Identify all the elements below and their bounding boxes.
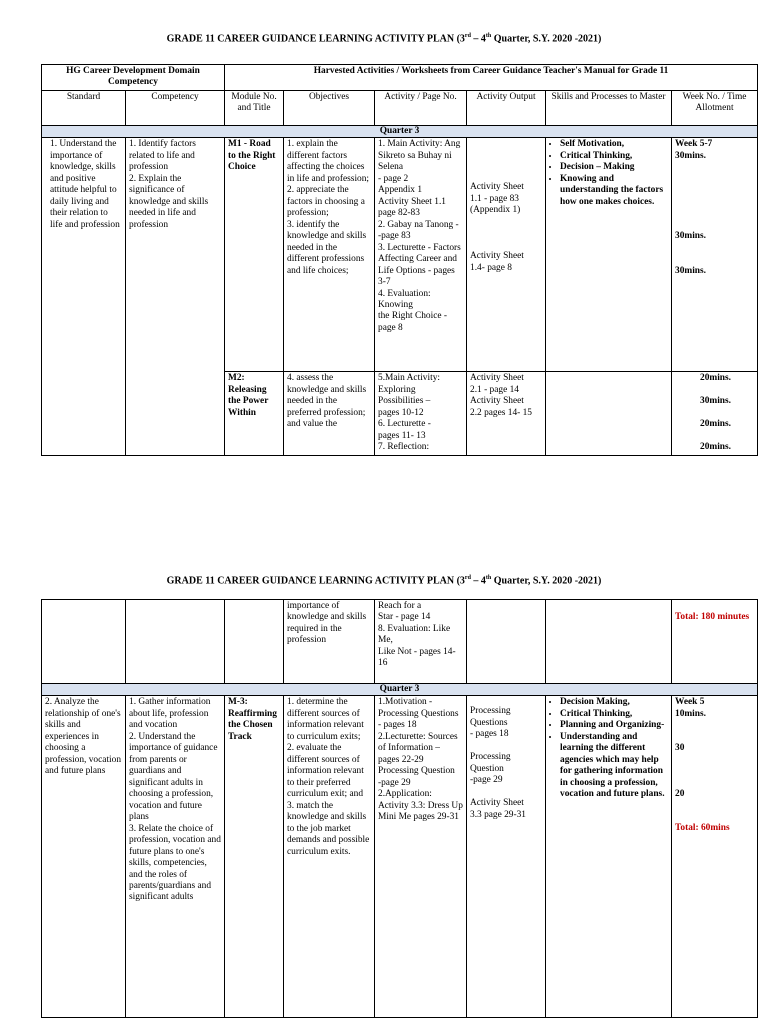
output-cell: Activity Sheet 1.1 - page 83 (Appendix 1) Activity Sheet 1.4- page 8 (467, 138, 546, 372)
skills-cell (546, 600, 672, 684)
output-cell (467, 600, 546, 684)
objectives-header: Objectives (284, 90, 375, 125)
page-title-1: GRADE 11 CAREER GUIDANCE LEARNING ACTIVITY PLAN (3rd – 4th Quarter, S.Y. 2020 -2021) (166, 33, 602, 45)
table-row (42, 600, 758, 684)
activity-cell: 5.Main Activity: Exploring Possibilities – pages 10-12 6. Lecturette - pages 11- 13 7. Reflection: (375, 372, 467, 455)
activity-plan-table-2 (41, 599, 758, 1018)
objectives-cell: importance of knowledge and skills required in the profession (284, 600, 375, 684)
list-item: • Understanding and learning the different agencies which may help for gathering information in choosing a profession, vocation and future plans. (560, 732, 668, 801)
skills-cell (546, 138, 672, 372)
module-header: Module No. and Title (225, 90, 284, 125)
table-row (42, 138, 758, 372)
list-item: • Decision Making, (560, 697, 668, 708)
module-cell: M1 - Road to the Right Choice (225, 138, 284, 372)
skills-header: Skills and Processes to Master (546, 90, 672, 125)
page-title-2: GRADE 11 CAREER GUIDANCE LEARNING ACTIVITY PLAN (3rd – 4th Quarter, S.Y. 2020 -2021) (166, 575, 602, 587)
week-total: Total: 60mins (675, 822, 730, 833)
output-cell: Activity Sheet 2.1 - page 14 Activity Sheet 2.2 pages 14- 15 (467, 372, 546, 455)
list-item: • Self Motivation, (560, 139, 668, 150)
output-cell: Processing Questions - pages 18 Processing Question -page 29 Activity Sheet 3.3 page 29-31 (467, 696, 546, 1018)
list-item: • Knowing and understanding the factors how one makes choices. (560, 174, 668, 208)
activity-header: Activity / Page No. (375, 90, 467, 125)
list-item: • Planning and Organizing- (560, 720, 668, 731)
activity-cell: 1.Motivation - Processing Questions - pages 18 2.Lecturette: Sources of Information – pages 22-29 Processing Question -page 29 2.Application: Activity 3.3: Dress Up Mini Me pages 29-31 (375, 696, 467, 1018)
module-cell (225, 600, 284, 684)
activity-cell: Reach for a Star - page 14 8. Evaluation: Like Me, Like Not - pages 14- 16 (375, 600, 467, 684)
domain-header: HG Career Development Domain Competency (42, 65, 225, 91)
standard-cell: 2. Analyze the relationship of one's skills and experiences in choosing a profession, vocation and future plans (42, 696, 126, 1018)
week-cell: Week 5 10mins. 30 20 Total: 60mins (672, 696, 758, 1018)
week-cell: 20mins. 30mins. 20mins. 20mins. (672, 372, 758, 455)
week-header: Week No. / Time Allotment (672, 90, 758, 125)
objectives-cell: 1. determine the different sources of information relevant to curriculum exits; 2. evaluate the different sources of information relevant to their preferred curriculum exit; and 3. match the knowledge and skills to the job market demands and possible curriculum exits. (284, 696, 375, 1018)
list-item: • Critical Thinking, (560, 709, 668, 720)
week-cell: Week 5-7 30mins. 30mins. 30mins. (672, 138, 758, 372)
activity-plan-table-1 (41, 64, 758, 456)
quarter-label: Quarter 3 (42, 125, 758, 137)
harvested-header: Harvested Activities / Worksheets from Career Guidance Teacher's Manual for Grade 11 (225, 65, 758, 91)
activity-cell: 1. Main Activity: Ang Sikreto sa Buhay ni Selena - page 2 Appendix 1 Activity Sheet 1.1 page 82-83 2. Gabay na Tanong - -page 83 3. Lecturette - Factors Affecting Career and Life Options - pages 3-7 4. Evaluation: Knowing the Right Choice - page 8 (375, 138, 467, 372)
standard-cell: 1. Understand the importance of knowledge, skills and positive attitude helpful to daily living and their relation to life and profession (42, 138, 126, 455)
output-header: Activity Output (467, 90, 546, 125)
skills-list (549, 697, 668, 800)
list-item: • Critical Thinking, (560, 151, 668, 162)
skills-cell (546, 696, 672, 1018)
table-row (42, 696, 758, 1018)
objectives-cell: 4. assess the knowledge and skills needed in the preferred profession; and value the (284, 372, 375, 455)
list-item: • Decision – Making (560, 162, 668, 173)
standard-cell (42, 600, 126, 684)
module-cell: M-3: Reaffirming the Chosen Track (225, 696, 284, 1018)
competency-cell: 1. Gather information about life, profession and vocation 2. Understand the importance of guidance from parents or guardians and significant adults in choosing a profession, vocation and future plans 3. Relate the choice of profession, vocation and future plans to one's skills, competencies, and the roles of parents/guardians and significant adults (126, 696, 225, 1018)
skills-list (549, 139, 668, 208)
skills-cell (546, 372, 672, 455)
competency-header: Competency (126, 90, 225, 125)
week-total-cell: Total: 180 minutes (672, 600, 758, 684)
objectives-cell: 1. explain the different factors affecting the choices in life and profession; 2. appreciate the factors in choosing a profession; 3. identify the knowledge and skills needed in the different professions and life choices; (284, 138, 375, 372)
quarter-label: Quarter 3 (42, 684, 758, 696)
competency-cell: 1. Identify factors related to life and profession 2. Explain the significance of knowledge and skills needed in life and profession (126, 138, 225, 455)
standard-header: Standard (42, 90, 126, 125)
module-cell: M2: Releasing the Power Within (225, 372, 284, 455)
competency-cell (126, 600, 225, 684)
